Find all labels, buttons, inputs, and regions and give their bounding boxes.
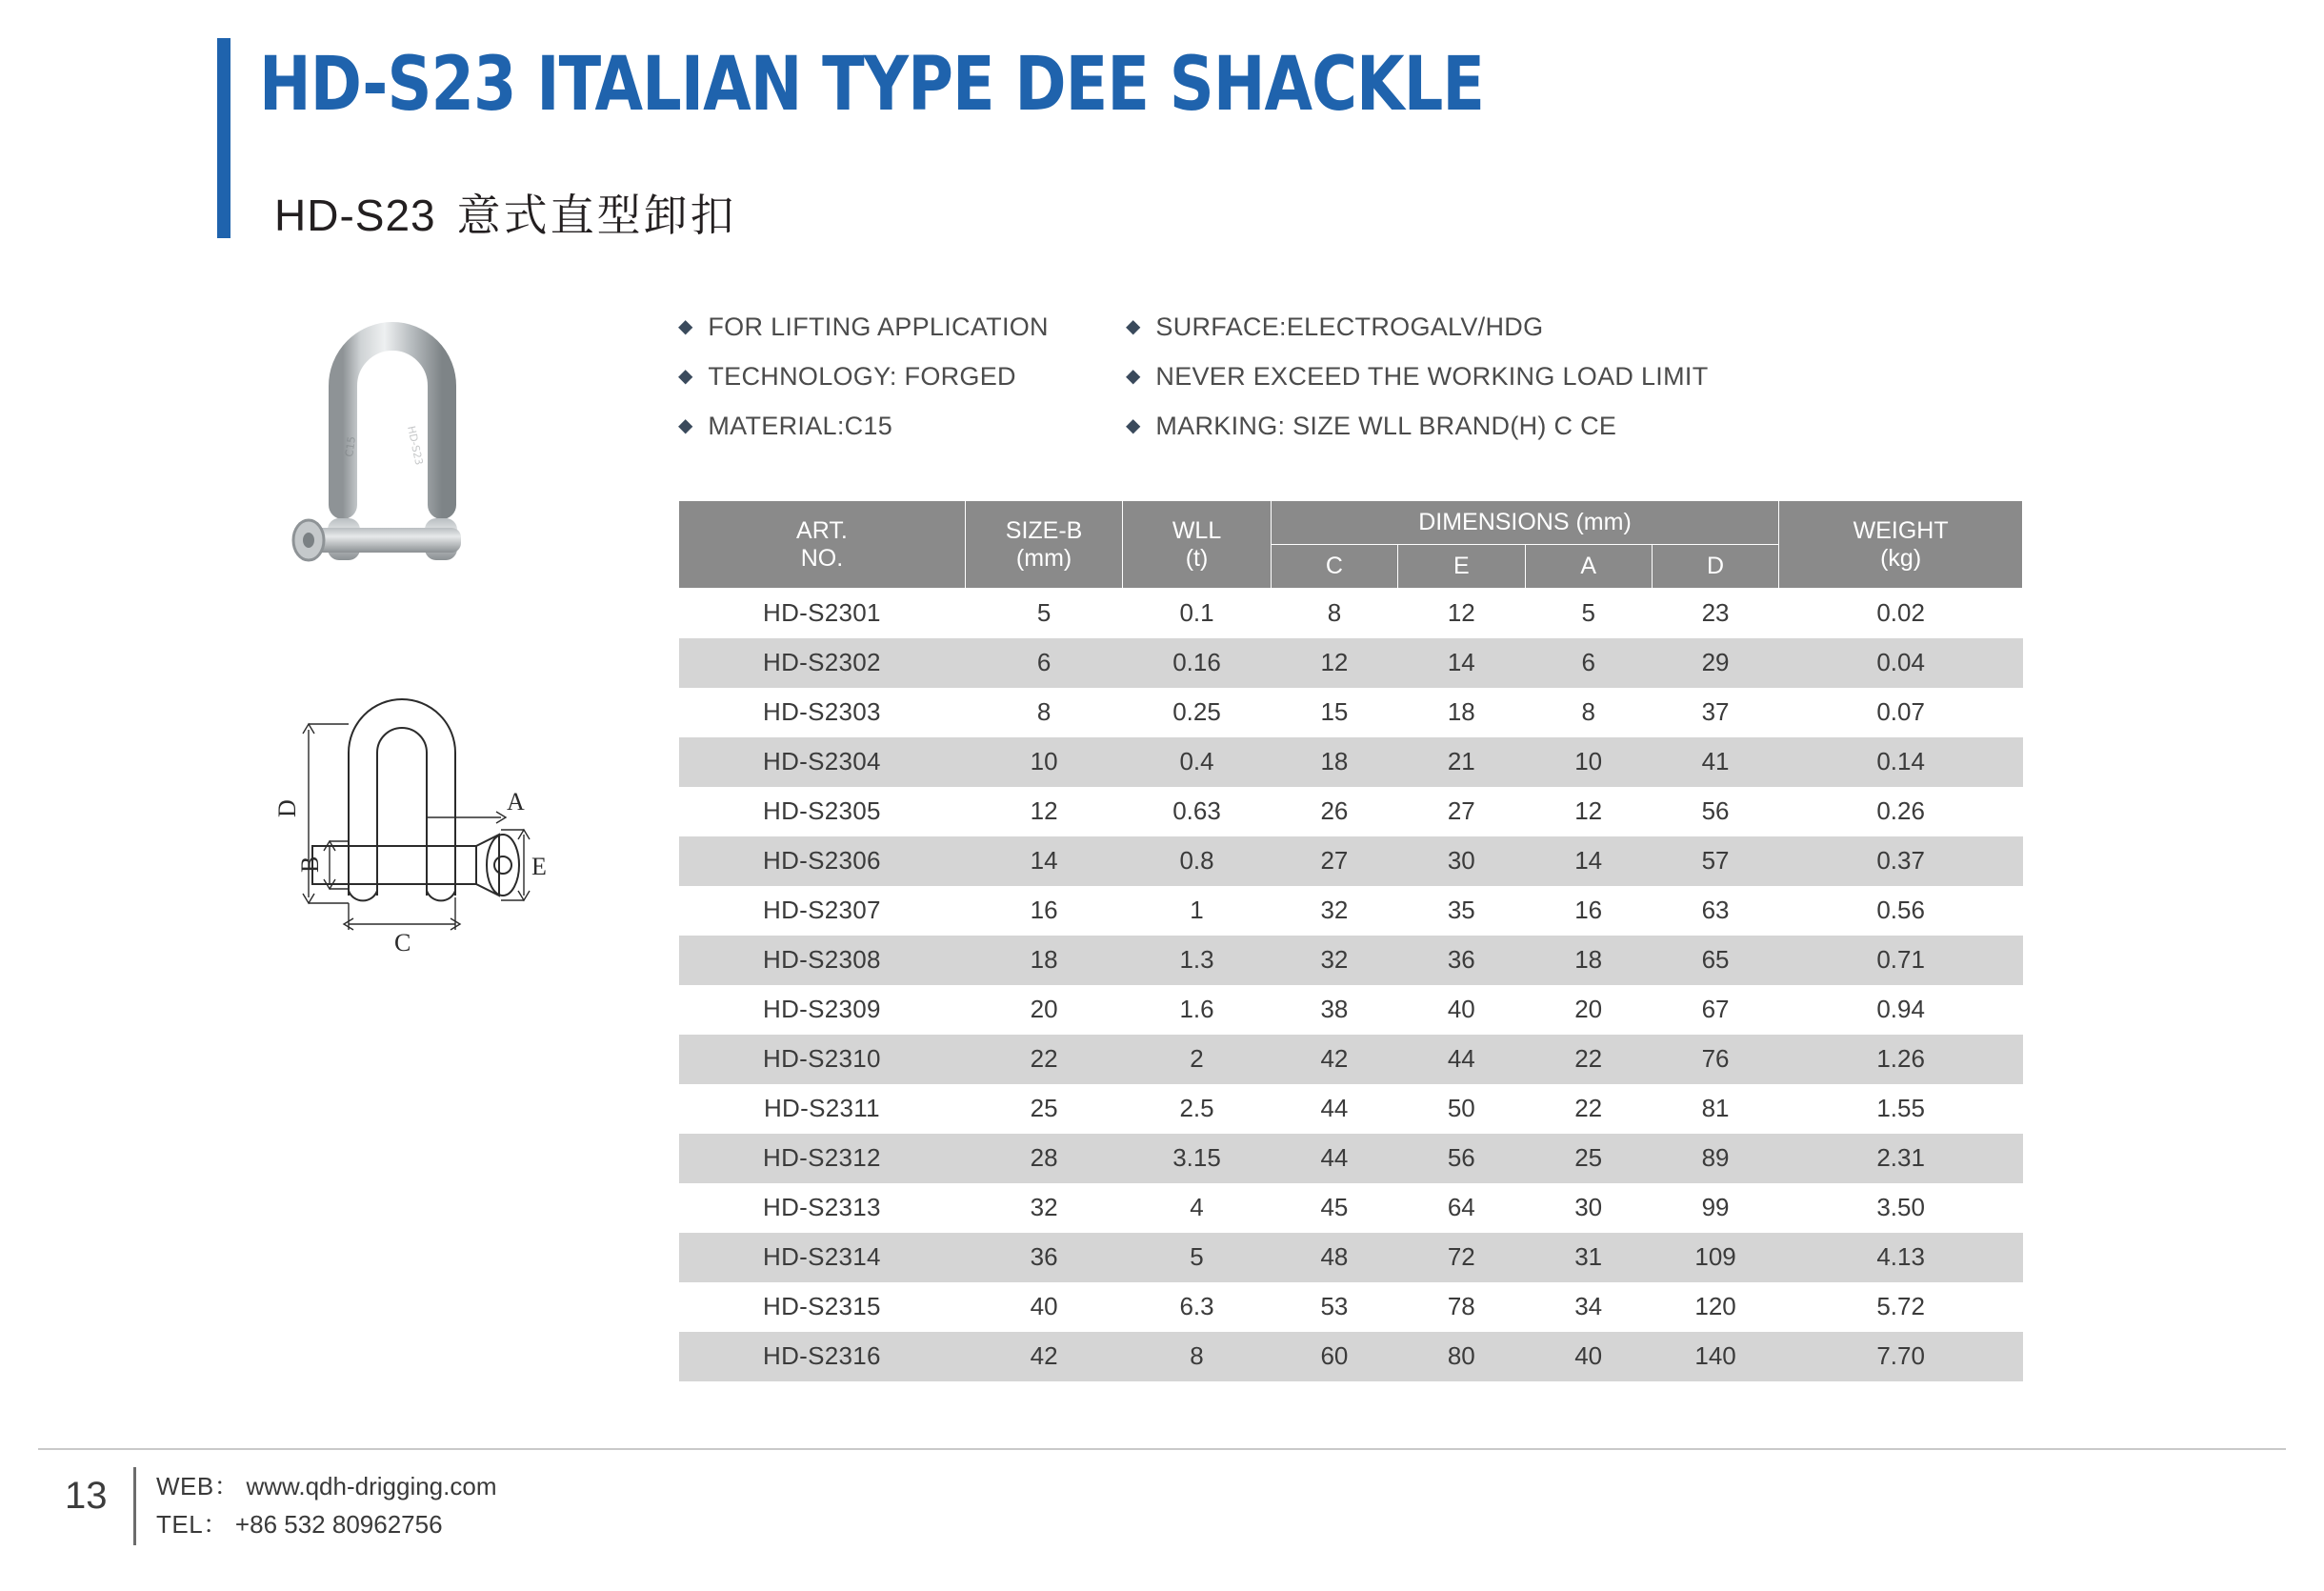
cell-dim-e: 12 [1398,589,1525,638]
footer-tel-row [156,1505,496,1543]
cell-weight: 2.31 [1779,1134,2023,1183]
cell-wll: 0.4 [1123,737,1271,787]
cell-art-no: HD-S2311 [679,1084,966,1134]
subtitle-chinese: 意式直型卸扣 [456,191,737,240]
cell-weight: 0.04 [1779,638,2023,688]
cell-art-no: HD-S2308 [679,936,966,985]
specification-table [678,500,2023,1381]
cell-size-b: 14 [965,836,1122,886]
cell-art-no: HD-S2305 [679,787,966,836]
cell-size-b: 36 [965,1233,1122,1282]
subtitle-code: HD-S23 [274,191,436,240]
table-row [679,1233,2023,1282]
cell-dim-c: 26 [1271,787,1397,836]
cell-dim-c: 32 [1271,886,1397,936]
cell-wll: 8 [1123,1332,1271,1381]
cell-dim-d: 41 [1652,737,1778,787]
cell-dim-c: 53 [1271,1282,1397,1332]
cell-weight: 0.71 [1779,936,2023,985]
table-row [679,1183,2023,1233]
cell-dim-e: 50 [1398,1084,1525,1134]
cell-size-b: 25 [965,1084,1122,1134]
cell-art-no: HD-S2312 [679,1134,966,1183]
cell-art-no: HD-S2304 [679,737,966,787]
cell-dim-e: 14 [1398,638,1525,688]
cell-dim-e: 35 [1398,886,1525,936]
cell-art-no: HD-S2306 [679,836,966,886]
feature-label: MATERIAL:C15 [708,412,893,440]
cell-size-b: 42 [965,1332,1122,1381]
cell-weight: 1.55 [1779,1084,2023,1134]
cell-dim-d: 37 [1652,688,1778,737]
cell-dim-d: 57 [1652,836,1778,886]
cell-art-no: HD-S2301 [679,589,966,638]
cell-dim-c: 60 [1271,1332,1397,1381]
page-number: 13 [65,1475,108,1517]
cell-size-b: 32 [965,1183,1122,1233]
drawing-label-e: E [531,853,547,880]
table-row [679,1084,2023,1134]
drawing-label-a: A [507,788,525,816]
column-header-a: A [1525,545,1652,589]
cell-wll: 0.16 [1123,638,1271,688]
cell-dim-e: 36 [1398,936,1525,985]
cell-dim-a: 10 [1525,737,1652,787]
cell-dim-c: 48 [1271,1233,1397,1282]
feature-label: TECHNOLOGY: FORGED [708,362,1016,391]
cell-dim-c: 15 [1271,688,1397,737]
cell-dim-d: 81 [1652,1084,1778,1134]
column-header-weight: WEIGHT (kg) [1779,501,2023,589]
cell-art-no: HD-S2303 [679,688,966,737]
cell-dim-e: 21 [1398,737,1525,787]
cell-art-no: HD-S2314 [679,1233,966,1282]
drawing-label-c: C [394,929,411,957]
feature-label: NEVER EXCEED THE WORKING LOAD LIMIT [1155,362,1709,391]
cell-weight: 0.02 [1779,589,2023,638]
footer-tel-label: TEL： [156,1510,229,1540]
cell-dim-c: 12 [1271,638,1397,688]
cell-art-no: HD-S2307 [679,886,966,936]
cell-dim-d: 76 [1652,1035,1778,1084]
cell-dim-d: 65 [1652,936,1778,985]
cell-dim-d: 29 [1652,638,1778,688]
cell-art-no: HD-S2316 [679,1332,966,1381]
footer-web-label: WEB： [156,1472,240,1500]
cell-dim-c: 18 [1271,737,1397,787]
table-body [679,589,2023,1381]
cell-dim-a: 16 [1525,886,1652,936]
cell-dim-c: 27 [1271,836,1397,886]
cell-dim-e: 64 [1398,1183,1525,1233]
cell-size-b: 20 [965,985,1122,1035]
cell-dim-d: 120 [1652,1282,1778,1332]
cell-dim-d: 67 [1652,985,1778,1035]
column-header-wll: WLL (t) [1123,501,1271,589]
cell-dim-a: 6 [1525,638,1652,688]
column-header-e: E [1398,545,1525,589]
cell-weight: 0.26 [1779,787,2023,836]
cell-dim-c: 44 [1271,1134,1397,1183]
cell-wll: 4 [1123,1183,1271,1233]
diamond-bullet-icon: ◆ [678,415,693,436]
cell-wll: 1.6 [1123,985,1271,1035]
cell-weight: 0.37 [1779,836,2023,886]
shackle-drawing-svg [274,695,636,1010]
cell-weight: 1.26 [1779,1035,2023,1084]
cell-weight: 3.50 [1779,1183,2023,1233]
feature-label: FOR LIFTING APPLICATION [708,312,1049,341]
cell-size-b: 40 [965,1282,1122,1332]
cell-dim-e: 18 [1398,688,1525,737]
cell-size-b: 5 [965,589,1122,638]
cell-dim-c: 45 [1271,1183,1397,1233]
cell-dim-a: 31 [1525,1233,1652,1282]
cell-dim-a: 30 [1525,1183,1652,1233]
table-row [679,688,2023,737]
cell-dim-e: 40 [1398,985,1525,1035]
cell-size-b: 10 [965,737,1122,787]
cell-wll: 0.25 [1123,688,1271,737]
footer-contact [156,1467,496,1544]
feature-label: MARKING: SIZE WLL BRAND(H) C CE [1155,412,1617,440]
product-photo [286,314,600,629]
cell-dim-a: 14 [1525,836,1652,886]
svg-text:C15: C15 [343,435,358,458]
diamond-bullet-icon: ◆ [678,316,693,337]
technical-drawing [274,695,636,1010]
cell-weight: 0.07 [1779,688,2023,737]
cell-size-b: 18 [965,936,1122,985]
table-row [679,886,2023,936]
table-row [679,1134,2023,1183]
column-header-d: D [1652,545,1778,589]
diamond-bullet-icon: ◆ [1126,415,1141,436]
cell-size-b: 16 [965,886,1122,936]
cell-dim-d: 23 [1652,589,1778,638]
cell-dim-e: 80 [1398,1332,1525,1381]
cell-size-b: 8 [965,688,1122,737]
table-row [679,985,2023,1035]
cell-dim-c: 42 [1271,1035,1397,1084]
feature-item [1126,362,1709,412]
cell-weight: 0.94 [1779,985,2023,1035]
cell-dim-c: 44 [1271,1084,1397,1134]
diamond-bullet-icon: ◆ [1126,316,1141,337]
cell-dim-e: 30 [1398,836,1525,886]
cell-weight: 0.56 [1779,886,2023,936]
table-head [679,501,2023,589]
table-row [679,589,2023,638]
cell-dim-a: 22 [1525,1035,1652,1084]
cell-wll: 1.3 [1123,936,1271,985]
column-header-size-b: SIZE-B (mm) [965,501,1122,589]
cell-wll: 0.1 [1123,589,1271,638]
cell-dim-a: 25 [1525,1134,1652,1183]
cell-dim-c: 38 [1271,985,1397,1035]
cell-dim-a: 12 [1525,787,1652,836]
feature-item [678,362,1126,412]
cell-dim-d: 99 [1652,1183,1778,1233]
cell-wll: 2.5 [1123,1084,1271,1134]
cell-dim-a: 18 [1525,936,1652,985]
shackle-photo-svg [286,314,600,629]
cell-size-b: 6 [965,638,1122,688]
cell-size-b: 22 [965,1035,1122,1084]
feature-label: SURFACE:ELECTROGALV/HDG [1155,312,1544,341]
feature-list [678,312,1709,461]
drawing-label-d: D [274,799,301,817]
cell-art-no: HD-S2302 [679,638,966,688]
cell-dim-a: 40 [1525,1332,1652,1381]
table-row [679,638,2023,688]
diamond-bullet-icon: ◆ [1126,366,1141,387]
footer-tel-value: +86 532 80962756 [234,1510,443,1540]
cell-size-b: 12 [965,787,1122,836]
feature-item [678,412,1126,461]
cell-dim-c: 8 [1271,589,1397,638]
cell-wll: 1 [1123,886,1271,936]
cell-art-no: HD-S2315 [679,1282,966,1332]
footer-web-value[interactable]: www.qdh-drigging.com [246,1472,497,1500]
cell-dim-e: 44 [1398,1035,1525,1084]
cell-weight: 5.72 [1779,1282,2023,1332]
column-header-art-no: ART. NO. [679,501,966,589]
cell-weight: 7.70 [1779,1332,2023,1381]
cell-dim-e: 56 [1398,1134,1525,1183]
feature-item [678,312,1126,362]
drawing-label-b: B [296,856,324,873]
cell-dim-a: 20 [1525,985,1652,1035]
cell-wll: 0.63 [1123,787,1271,836]
footer-vertical-divider [133,1467,136,1545]
feature-item [1126,412,1709,461]
table-row [679,737,2023,787]
table-row [679,1035,2023,1084]
cell-weight: 0.14 [1779,737,2023,787]
table-row [679,1282,2023,1332]
cell-dim-a: 22 [1525,1084,1652,1134]
cell-wll: 2 [1123,1035,1271,1084]
cell-dim-c: 32 [1271,936,1397,985]
cell-dim-a: 8 [1525,688,1652,737]
title-accent-bar [217,38,230,238]
column-header-c: C [1271,545,1397,589]
diamond-bullet-icon: ◆ [678,366,693,387]
cell-dim-a: 5 [1525,589,1652,638]
column-header-dimensions: DIMENSIONS (mm) [1271,501,1779,545]
page-title: HD-S23 ITALIAN TYPE DEE SHACKLE [259,42,1485,128]
cell-dim-d: 89 [1652,1134,1778,1183]
cell-art-no: HD-S2313 [679,1183,966,1233]
cell-wll: 5 [1123,1233,1271,1282]
cell-weight: 4.13 [1779,1233,2023,1282]
svg-text:HD-S23: HD-S23 [405,424,426,467]
footer-web-row [156,1467,496,1505]
cell-dim-d: 63 [1652,886,1778,936]
cell-dim-d: 109 [1652,1233,1778,1282]
cell-wll: 6.3 [1123,1282,1271,1332]
cell-dim-d: 140 [1652,1332,1778,1381]
cell-art-no: HD-S2310 [679,1035,966,1084]
cell-wll: 3.15 [1123,1134,1271,1183]
table-row [679,836,2023,886]
cell-size-b: 28 [965,1134,1122,1183]
cell-dim-a: 34 [1525,1282,1652,1332]
cell-art-no: HD-S2309 [679,985,966,1035]
cell-dim-e: 27 [1398,787,1525,836]
footer-divider [38,1448,2286,1450]
cell-dim-e: 72 [1398,1233,1525,1282]
table-header-row [679,501,2023,545]
page-subtitle [274,181,737,244]
table-row [679,1332,2023,1381]
feature-item [1126,312,1709,362]
table-row [679,787,2023,836]
table-row [679,936,2023,985]
cell-dim-e: 78 [1398,1282,1525,1332]
cell-dim-d: 56 [1652,787,1778,836]
cell-wll: 0.8 [1123,836,1271,886]
